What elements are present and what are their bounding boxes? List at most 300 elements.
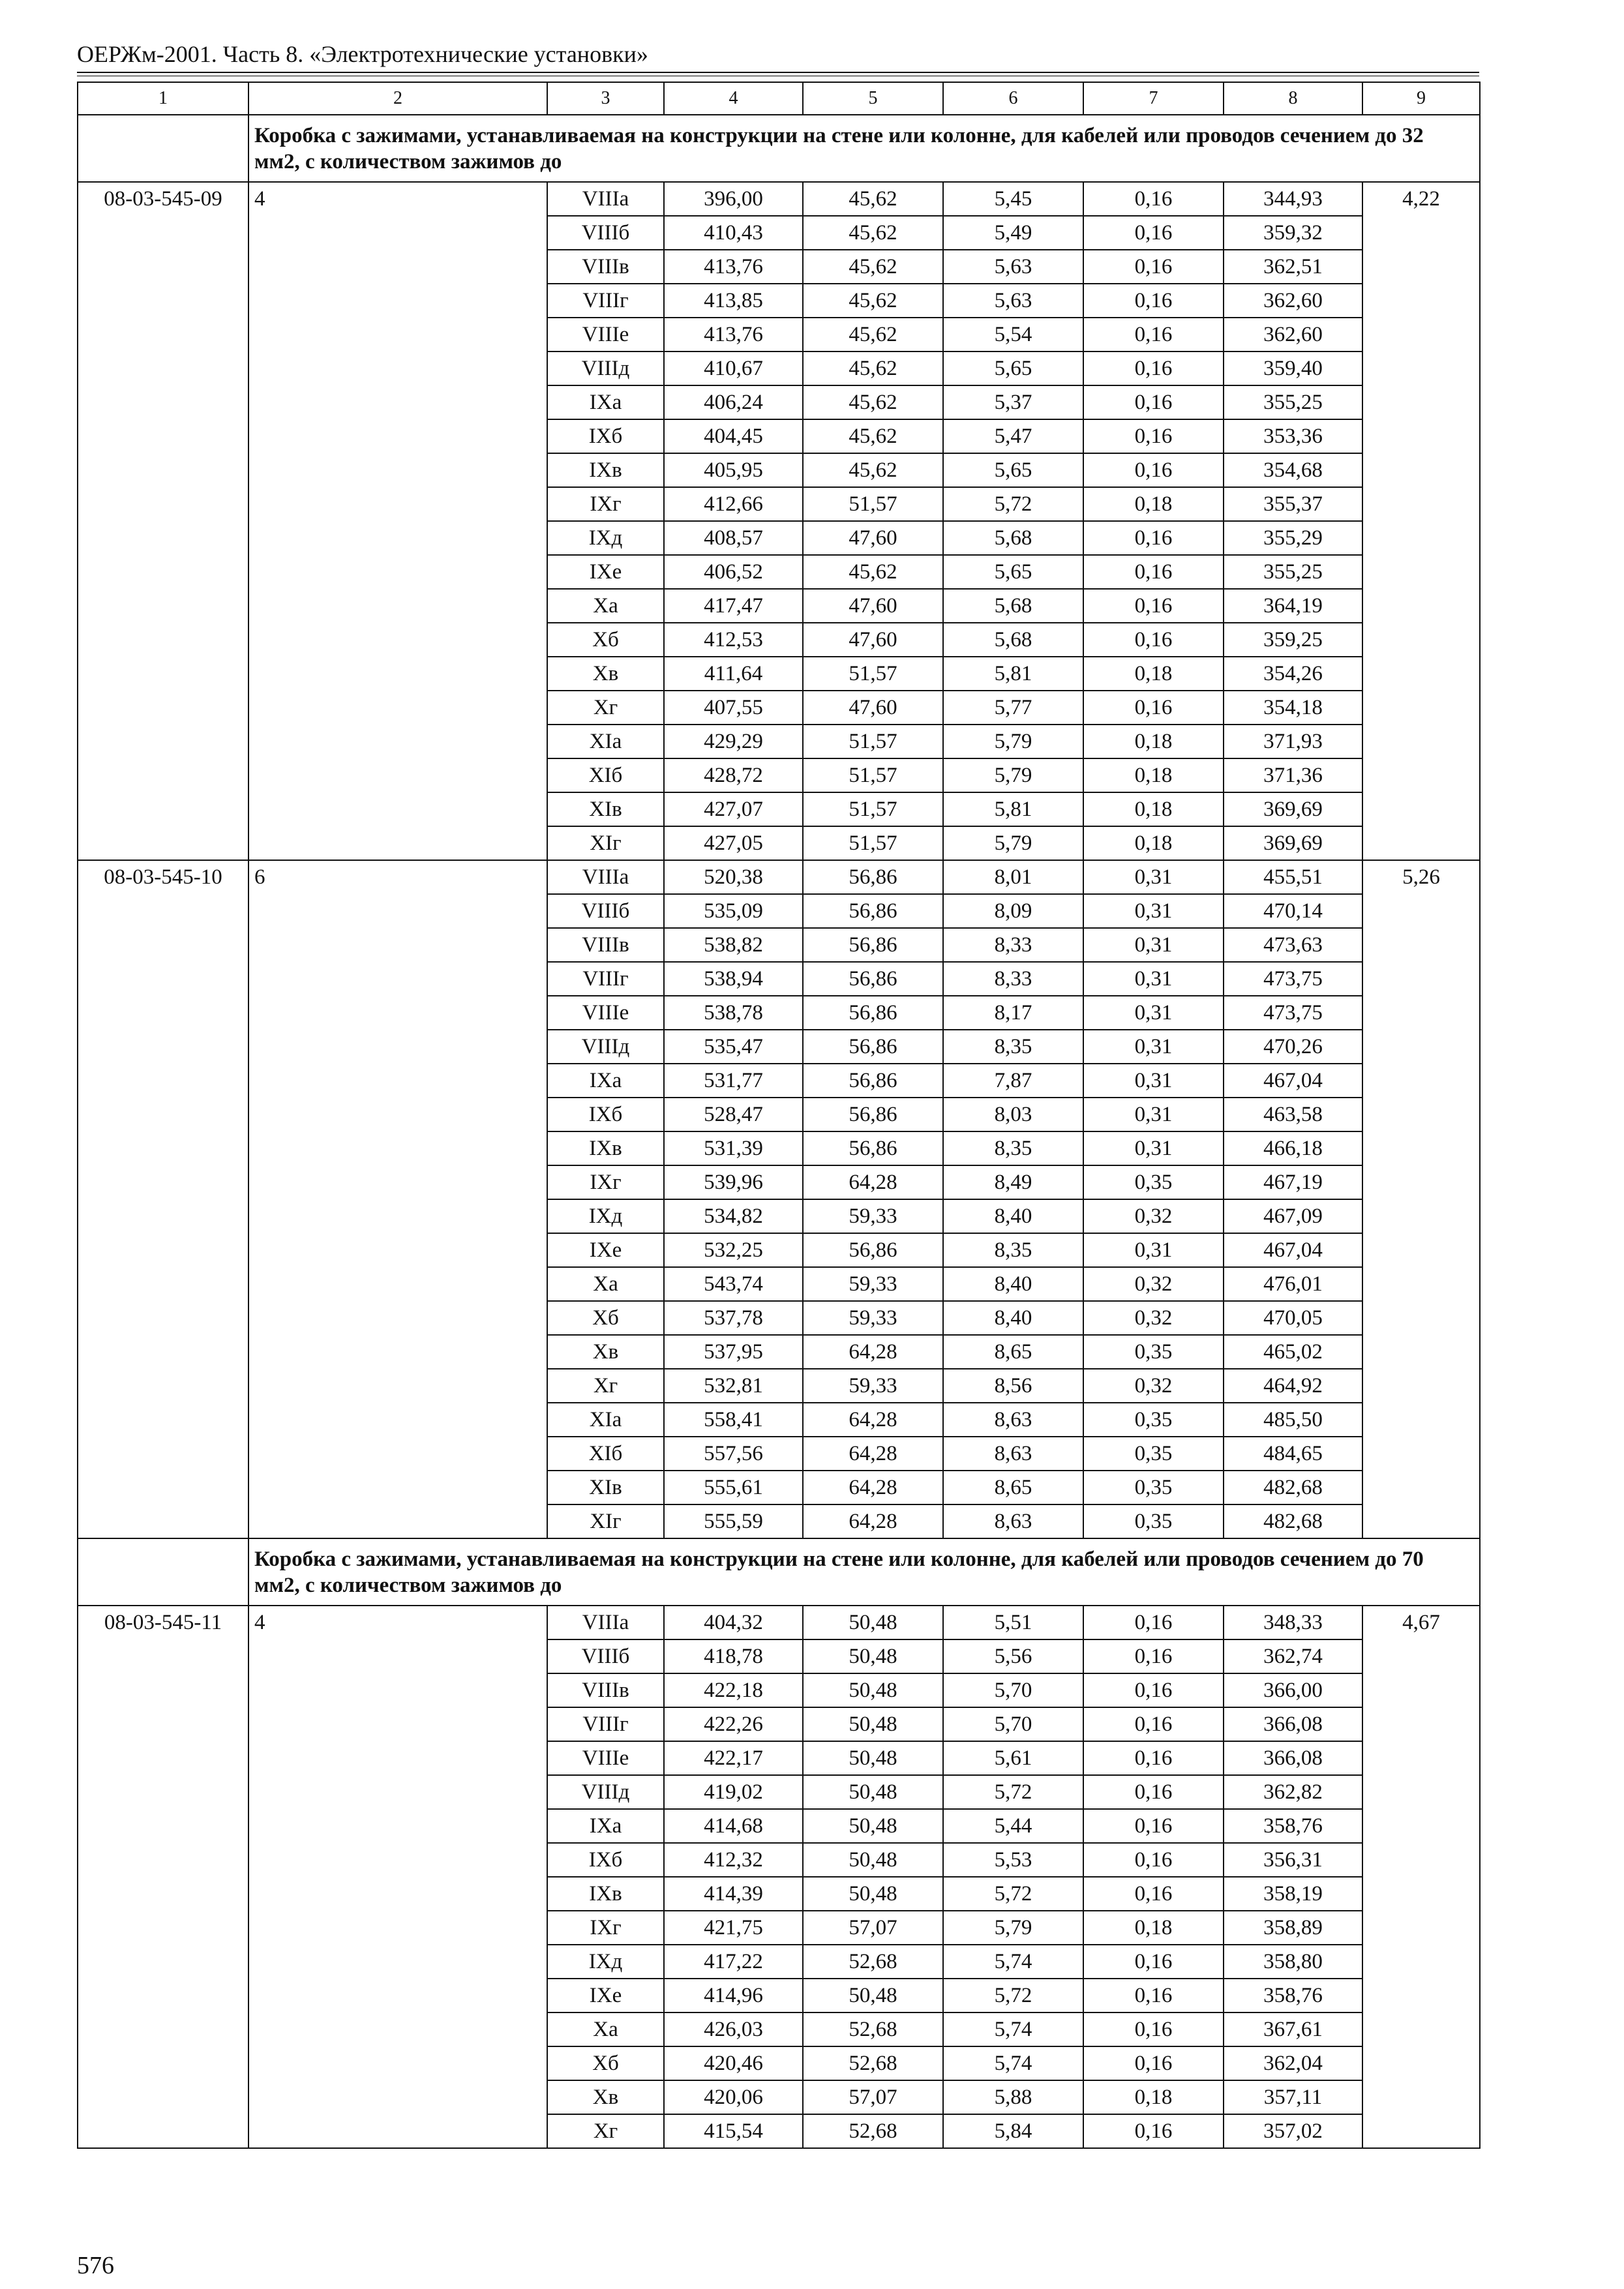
wages: 47,60 (803, 691, 943, 725)
driver-wages: 0,16 (1083, 2046, 1224, 2080)
materials-cost: 354,18 (1224, 691, 1362, 725)
zone-code: IXа (547, 1064, 664, 1098)
materials-cost: 366,08 (1224, 1707, 1362, 1741)
driver-wages: 0,16 (1083, 182, 1224, 216)
wages: 45,62 (803, 453, 943, 487)
total-price: 538,82 (664, 928, 803, 962)
total-price: 406,24 (664, 385, 803, 419)
zone-code: Xв (547, 1335, 664, 1369)
driver-wages: 0,16 (1083, 1741, 1224, 1775)
materials-cost: 358,19 (1224, 1877, 1362, 1911)
materials-cost: 371,36 (1224, 758, 1362, 792)
materials-cost: 470,14 (1224, 894, 1362, 928)
machine-cost: 8,63 (943, 1437, 1083, 1471)
driver-wages: 0,16 (1083, 1639, 1224, 1673)
machine-cost: 5,72 (943, 1979, 1083, 2012)
zone-code: VIIIг (547, 284, 664, 318)
zone-code: IXд (547, 1199, 664, 1233)
labor-cost: 4,67 (1362, 1606, 1480, 2148)
norms-table-body (78, 82, 1480, 2148)
total-price: 538,94 (664, 962, 803, 996)
materials-cost: 359,32 (1224, 216, 1362, 250)
wages: 45,62 (803, 182, 943, 216)
driver-wages: 0,31 (1083, 1131, 1224, 1165)
wages: 56,86 (803, 962, 943, 996)
total-price: 531,77 (664, 1064, 803, 1098)
driver-wages: 0,35 (1083, 1504, 1224, 1538)
total-price: 413,76 (664, 318, 803, 352)
wages: 64,28 (803, 1504, 943, 1538)
materials-cost: 463,58 (1224, 1098, 1362, 1131)
zone-code: VIIIб (547, 894, 664, 928)
total-price: 417,22 (664, 1945, 803, 1979)
section-title: Коробка с зажимами, устанавливаемая на конструкции на стене или колонне, для кабелей или проводов сечением до 70 мм2, с количеством зажимов до (248, 1538, 1480, 1606)
column-number: 3 (547, 82, 664, 115)
wages: 50,48 (803, 1707, 943, 1741)
driver-wages: 0,16 (1083, 2114, 1224, 2148)
materials-cost: 355,25 (1224, 385, 1362, 419)
section-title: Коробка с зажимами, устанавливаемая на конструкции на стене или колонне, для кабелей или проводов сечением до 32 мм2, с количеством зажимов до (248, 115, 1480, 182)
total-price: 408,57 (664, 521, 803, 555)
materials-cost: 358,80 (1224, 1945, 1362, 1979)
zone-code: VIIIе (547, 318, 664, 352)
total-price: 420,46 (664, 2046, 803, 2080)
driver-wages: 0,31 (1083, 1064, 1224, 1098)
total-price: 557,56 (664, 1437, 803, 1471)
zone-code: Xа (547, 589, 664, 623)
materials-cost: 359,25 (1224, 623, 1362, 657)
wages: 45,62 (803, 419, 943, 453)
materials-cost: 356,31 (1224, 1843, 1362, 1877)
total-price: 429,29 (664, 725, 803, 758)
total-price: 412,53 (664, 623, 803, 657)
materials-cost: 367,61 (1224, 2012, 1362, 2046)
total-price: 426,03 (664, 2012, 803, 2046)
total-price: 555,61 (664, 1471, 803, 1504)
materials-cost: 485,50 (1224, 1403, 1362, 1437)
total-price: 558,41 (664, 1403, 803, 1437)
materials-cost: 358,89 (1224, 1911, 1362, 1945)
machine-cost: 8,49 (943, 1165, 1083, 1199)
total-price: 537,78 (664, 1301, 803, 1335)
total-price: 534,82 (664, 1199, 803, 1233)
total-price: 407,55 (664, 691, 803, 725)
zone-code: VIIIа (547, 860, 664, 894)
zone-code: VIIIг (547, 1707, 664, 1741)
total-price: 555,59 (664, 1504, 803, 1538)
wages: 52,68 (803, 2012, 943, 2046)
materials-cost: 353,36 (1224, 419, 1362, 453)
table-row (78, 860, 1480, 894)
driver-wages: 0,18 (1083, 758, 1224, 792)
column-number: 1 (78, 82, 248, 115)
total-price: 417,47 (664, 589, 803, 623)
materials-cost: 355,37 (1224, 487, 1362, 521)
machine-cost: 5,49 (943, 216, 1083, 250)
total-price: 406,52 (664, 555, 803, 589)
total-price: 532,81 (664, 1369, 803, 1403)
materials-cost: 362,82 (1224, 1775, 1362, 1809)
column-number: 6 (943, 82, 1083, 115)
driver-wages: 0,16 (1083, 1673, 1224, 1707)
materials-cost: 354,68 (1224, 453, 1362, 487)
machine-cost: 5,77 (943, 691, 1083, 725)
zone-code: IXе (547, 1233, 664, 1267)
driver-wages: 0,16 (1083, 1775, 1224, 1809)
driver-wages: 0,16 (1083, 2012, 1224, 2046)
wages: 64,28 (803, 1471, 943, 1504)
zone-code: IXд (547, 1945, 664, 1979)
section-row (78, 1538, 1480, 1606)
column-number-row (78, 82, 1480, 115)
materials-cost: 348,33 (1224, 1606, 1362, 1639)
machine-cost: 5,70 (943, 1673, 1083, 1707)
wages: 51,57 (803, 758, 943, 792)
driver-wages: 0,16 (1083, 453, 1224, 487)
driver-wages: 0,18 (1083, 792, 1224, 826)
wages: 50,48 (803, 1606, 943, 1639)
materials-cost: 362,60 (1224, 284, 1362, 318)
driver-wages: 0,18 (1083, 1911, 1224, 1945)
driver-wages: 0,32 (1083, 1301, 1224, 1335)
wages: 50,48 (803, 1741, 943, 1775)
materials-cost: 473,63 (1224, 928, 1362, 962)
wages: 50,48 (803, 1673, 943, 1707)
wages: 57,07 (803, 1911, 943, 1945)
zone-code: IXб (547, 419, 664, 453)
machine-cost: 8,01 (943, 860, 1083, 894)
zone-code: XIв (547, 792, 664, 826)
wages: 56,86 (803, 1030, 943, 1064)
zone-code: XIг (547, 1504, 664, 1538)
clamp-count: 4 (248, 182, 547, 860)
wages: 50,48 (803, 1809, 943, 1843)
driver-wages: 0,16 (1083, 419, 1224, 453)
zone-code: Xг (547, 2114, 664, 2148)
norms-table (77, 82, 1481, 2149)
zone-code: VIIIе (547, 1741, 664, 1775)
wages: 45,62 (803, 385, 943, 419)
materials-cost: 362,74 (1224, 1639, 1362, 1673)
driver-wages: 0,35 (1083, 1335, 1224, 1369)
zone-code: IXв (547, 1131, 664, 1165)
total-price: 537,95 (664, 1335, 803, 1369)
norm-code: 08-03-545-10 (78, 860, 248, 1538)
driver-wages: 0,35 (1083, 1165, 1224, 1199)
total-price: 427,05 (664, 826, 803, 860)
machine-cost: 5,81 (943, 792, 1083, 826)
wages: 50,48 (803, 1979, 943, 2012)
column-number: 2 (248, 82, 547, 115)
driver-wages: 0,32 (1083, 1369, 1224, 1403)
machine-cost: 8,35 (943, 1030, 1083, 1064)
zone-code: VIIIе (547, 996, 664, 1030)
total-price: 422,26 (664, 1707, 803, 1741)
driver-wages: 0,16 (1083, 555, 1224, 589)
section-empty-cell (78, 1538, 248, 1606)
wages: 51,57 (803, 725, 943, 758)
wages: 45,62 (803, 250, 943, 284)
wages: 59,33 (803, 1199, 943, 1233)
total-price: 414,96 (664, 1979, 803, 2012)
wages: 56,86 (803, 1131, 943, 1165)
materials-cost: 362,60 (1224, 318, 1362, 352)
zone-code: VIIIд (547, 1030, 664, 1064)
zone-code: VIIIв (547, 928, 664, 962)
driver-wages: 0,31 (1083, 1098, 1224, 1131)
materials-cost: 357,02 (1224, 2114, 1362, 2148)
total-price: 427,07 (664, 792, 803, 826)
machine-cost: 8,65 (943, 1471, 1083, 1504)
machine-cost: 8,17 (943, 996, 1083, 1030)
materials-cost: 362,04 (1224, 2046, 1362, 2080)
machine-cost: 8,35 (943, 1131, 1083, 1165)
driver-wages: 0,18 (1083, 725, 1224, 758)
page-header-title: ОЕРЖм-2001. Часть 8. «Электротехнические установки» (77, 41, 648, 67)
zone-code: IXг (547, 1911, 664, 1945)
section-empty-cell (78, 115, 248, 182)
wages: 56,86 (803, 860, 943, 894)
wages: 51,57 (803, 792, 943, 826)
wages: 47,60 (803, 589, 943, 623)
driver-wages: 0,18 (1083, 2080, 1224, 2114)
wages: 56,86 (803, 1098, 943, 1131)
driver-wages: 0,31 (1083, 894, 1224, 928)
wages: 45,62 (803, 555, 943, 589)
column-number: 7 (1083, 82, 1224, 115)
zone-code: VIIIа (547, 182, 664, 216)
driver-wages: 0,16 (1083, 1707, 1224, 1741)
machine-cost: 8,56 (943, 1369, 1083, 1403)
materials-cost: 466,18 (1224, 1131, 1362, 1165)
materials-cost: 366,08 (1224, 1741, 1362, 1775)
materials-cost: 369,69 (1224, 826, 1362, 860)
table-row (78, 182, 1480, 216)
machine-cost: 8,40 (943, 1199, 1083, 1233)
norm-code: 08-03-545-11 (78, 1606, 248, 2148)
machine-cost: 5,65 (943, 453, 1083, 487)
total-price: 412,66 (664, 487, 803, 521)
total-price: 520,38 (664, 860, 803, 894)
machine-cost: 5,81 (943, 657, 1083, 691)
materials-cost: 354,26 (1224, 657, 1362, 691)
zone-code: Xб (547, 623, 664, 657)
machine-cost: 5,79 (943, 725, 1083, 758)
driver-wages: 0,16 (1083, 521, 1224, 555)
norm-code: 08-03-545-09 (78, 182, 248, 860)
total-price: 528,47 (664, 1098, 803, 1131)
total-price: 418,78 (664, 1639, 803, 1673)
driver-wages: 0,16 (1083, 1606, 1224, 1639)
wages: 56,86 (803, 928, 943, 962)
zone-code: VIIIв (547, 1673, 664, 1707)
driver-wages: 0,16 (1083, 352, 1224, 385)
section-row (78, 115, 1480, 182)
wages: 50,48 (803, 1775, 943, 1809)
machine-cost: 8,63 (943, 1504, 1083, 1538)
total-price: 405,95 (664, 453, 803, 487)
materials-cost: 358,76 (1224, 1809, 1362, 1843)
machine-cost: 8,03 (943, 1098, 1083, 1131)
zone-code: Xг (547, 691, 664, 725)
machine-cost: 5,47 (943, 419, 1083, 453)
materials-cost: 467,19 (1224, 1165, 1362, 1199)
total-price: 428,72 (664, 758, 803, 792)
machine-cost: 5,68 (943, 589, 1083, 623)
wages: 45,62 (803, 352, 943, 385)
driver-wages: 0,16 (1083, 691, 1224, 725)
column-number: 8 (1224, 82, 1362, 115)
zone-code: IXг (547, 487, 664, 521)
materials-cost: 482,68 (1224, 1471, 1362, 1504)
materials-cost: 362,51 (1224, 250, 1362, 284)
zone-code: XIа (547, 1403, 664, 1437)
wages: 50,48 (803, 1639, 943, 1673)
materials-cost: 470,05 (1224, 1301, 1362, 1335)
machine-cost: 5,68 (943, 521, 1083, 555)
total-price: 538,78 (664, 996, 803, 1030)
materials-cost: 465,02 (1224, 1335, 1362, 1369)
total-price: 420,06 (664, 2080, 803, 2114)
wages: 56,86 (803, 894, 943, 928)
total-price: 404,45 (664, 419, 803, 453)
machine-cost: 5,72 (943, 1877, 1083, 1911)
total-price: 419,02 (664, 1775, 803, 1809)
driver-wages: 0,18 (1083, 657, 1224, 691)
zone-code: XIа (547, 725, 664, 758)
machine-cost: 5,44 (943, 1809, 1083, 1843)
driver-wages: 0,16 (1083, 1945, 1224, 1979)
machine-cost: 5,68 (943, 623, 1083, 657)
total-price: 539,96 (664, 1165, 803, 1199)
driver-wages: 0,31 (1083, 1233, 1224, 1267)
labor-cost: 4,22 (1362, 182, 1480, 860)
wages: 52,68 (803, 2114, 943, 2148)
wages: 50,48 (803, 1843, 943, 1877)
materials-cost: 366,00 (1224, 1673, 1362, 1707)
total-price: 415,54 (664, 2114, 803, 2148)
total-price: 543,74 (664, 1267, 803, 1301)
wages: 64,28 (803, 1403, 943, 1437)
total-price: 410,43 (664, 216, 803, 250)
machine-cost: 8,35 (943, 1233, 1083, 1267)
wages: 56,86 (803, 1233, 943, 1267)
materials-cost: 369,69 (1224, 792, 1362, 826)
materials-cost: 455,51 (1224, 860, 1362, 894)
zone-code: XIб (547, 1437, 664, 1471)
zone-code: XIб (547, 758, 664, 792)
machine-cost: 5,65 (943, 555, 1083, 589)
column-number: 9 (1362, 82, 1480, 115)
driver-wages: 0,16 (1083, 318, 1224, 352)
driver-wages: 0,16 (1083, 1877, 1224, 1911)
wages: 51,57 (803, 657, 943, 691)
wages: 64,28 (803, 1165, 943, 1199)
wages: 52,68 (803, 1945, 943, 1979)
wages: 50,48 (803, 1877, 943, 1911)
zone-code: IXг (547, 1165, 664, 1199)
wages: 59,33 (803, 1301, 943, 1335)
driver-wages: 0,32 (1083, 1267, 1224, 1301)
machine-cost: 5,79 (943, 826, 1083, 860)
machine-cost: 5,84 (943, 2114, 1083, 2148)
wages: 51,57 (803, 826, 943, 860)
zone-code: IXа (547, 385, 664, 419)
wages: 47,60 (803, 521, 943, 555)
machine-cost: 5,45 (943, 182, 1083, 216)
machine-cost: 7,87 (943, 1064, 1083, 1098)
machine-cost: 5,88 (943, 2080, 1083, 2114)
machine-cost: 5,70 (943, 1707, 1083, 1741)
total-price: 535,09 (664, 894, 803, 928)
zone-code: VIIIб (547, 1639, 664, 1673)
total-price: 414,39 (664, 1877, 803, 1911)
driver-wages: 0,31 (1083, 1030, 1224, 1064)
driver-wages: 0,16 (1083, 284, 1224, 318)
materials-cost: 355,29 (1224, 521, 1362, 555)
zone-code: Xб (547, 1301, 664, 1335)
machine-cost: 8,09 (943, 894, 1083, 928)
machine-cost: 5,51 (943, 1606, 1083, 1639)
driver-wages: 0,16 (1083, 1809, 1224, 1843)
zone-code: IXв (547, 453, 664, 487)
driver-wages: 0,31 (1083, 928, 1224, 962)
total-price: 414,68 (664, 1809, 803, 1843)
driver-wages: 0,31 (1083, 962, 1224, 996)
zone-code: Xа (547, 1267, 664, 1301)
materials-cost: 482,68 (1224, 1504, 1362, 1538)
wages: 56,86 (803, 1064, 943, 1098)
wages: 52,68 (803, 2046, 943, 2080)
zone-code: IXб (547, 1843, 664, 1877)
machine-cost: 5,63 (943, 250, 1083, 284)
machine-cost: 5,37 (943, 385, 1083, 419)
zone-code: IXе (547, 555, 664, 589)
materials-cost: 359,40 (1224, 352, 1362, 385)
column-number: 5 (803, 82, 943, 115)
driver-wages: 0,32 (1083, 1199, 1224, 1233)
header-rule (77, 72, 1479, 73)
wages: 59,33 (803, 1267, 943, 1301)
driver-wages: 0,18 (1083, 487, 1224, 521)
materials-cost: 473,75 (1224, 996, 1362, 1030)
machine-cost: 5,61 (943, 1741, 1083, 1775)
wages: 45,62 (803, 216, 943, 250)
driver-wages: 0,16 (1083, 589, 1224, 623)
labor-cost: 5,26 (1362, 860, 1480, 1538)
driver-wages: 0,35 (1083, 1403, 1224, 1437)
page-number: 576 (77, 2252, 114, 2279)
zone-code: Xв (547, 657, 664, 691)
machine-cost: 8,33 (943, 928, 1083, 962)
machine-cost: 8,40 (943, 1301, 1083, 1335)
wages: 47,60 (803, 623, 943, 657)
zone-code: IXб (547, 1098, 664, 1131)
zone-code: IXд (547, 521, 664, 555)
driver-wages: 0,16 (1083, 1979, 1224, 2012)
driver-wages: 0,16 (1083, 216, 1224, 250)
materials-cost: 464,92 (1224, 1369, 1362, 1403)
total-price: 531,39 (664, 1131, 803, 1165)
table-row (78, 1606, 1480, 1639)
zone-code: Xб (547, 2046, 664, 2080)
machine-cost: 5,53 (943, 1843, 1083, 1877)
machine-cost: 5,79 (943, 758, 1083, 792)
wages: 56,86 (803, 996, 943, 1030)
materials-cost: 467,04 (1224, 1064, 1362, 1098)
materials-cost: 484,65 (1224, 1437, 1362, 1471)
total-price: 535,47 (664, 1030, 803, 1064)
